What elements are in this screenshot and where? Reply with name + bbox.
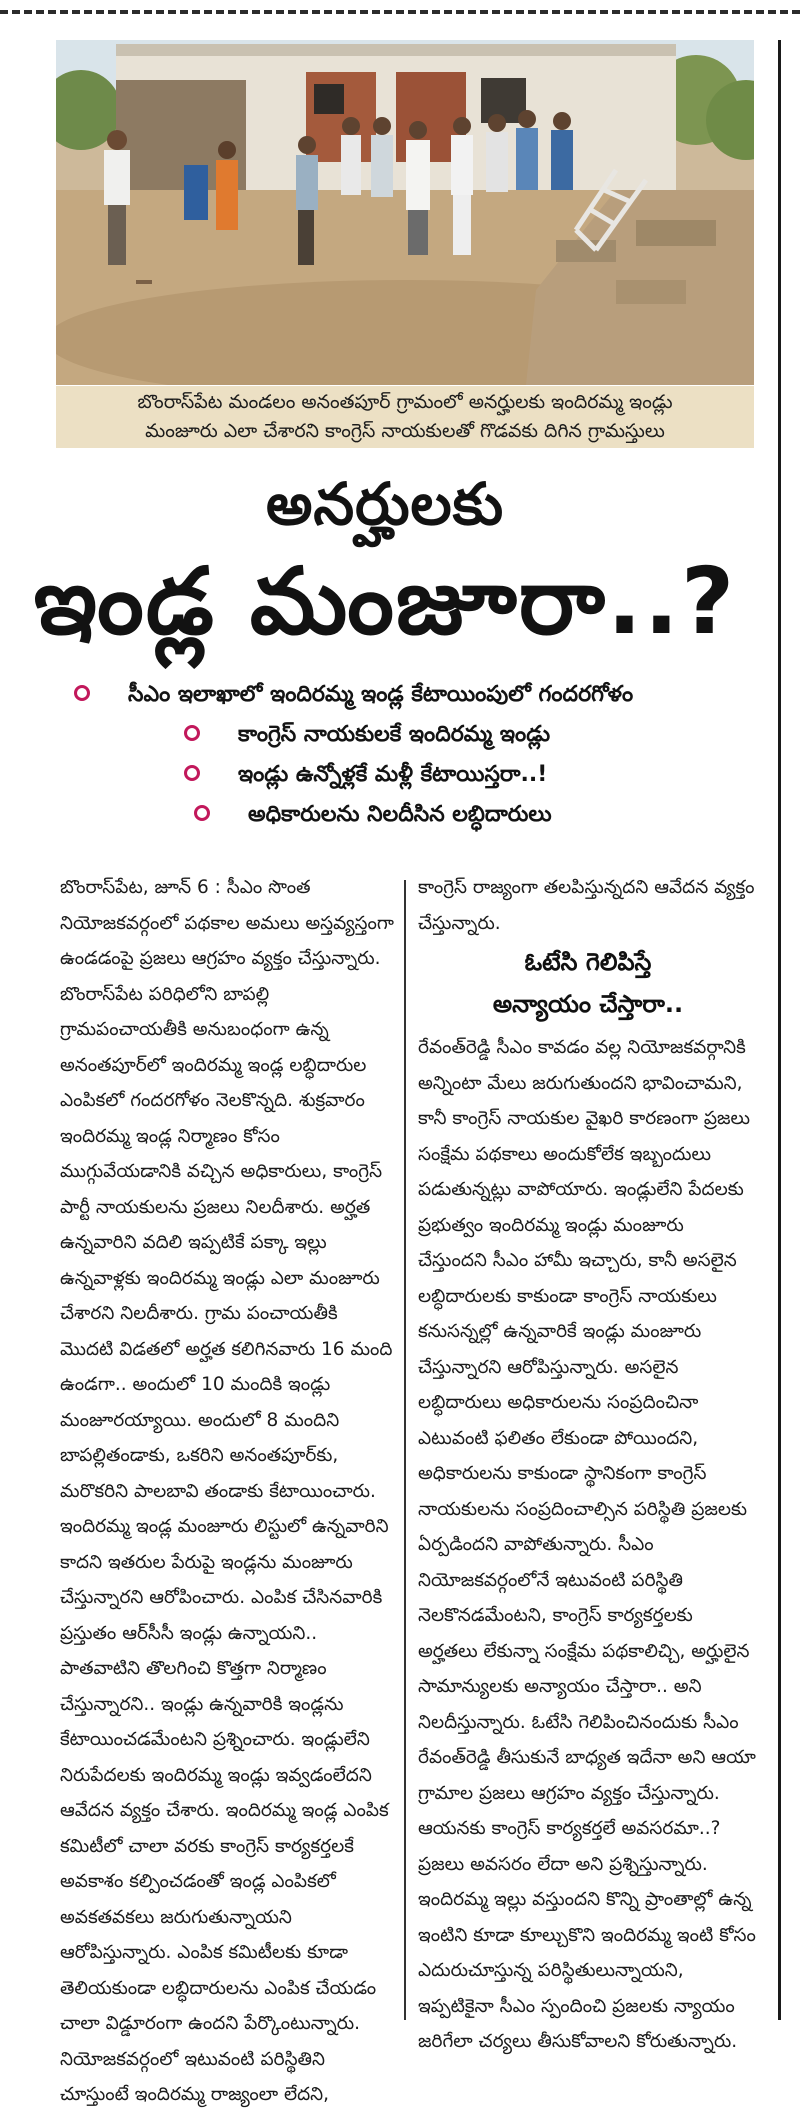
bullet-item [184,762,547,792]
bullet-text: సీఎం ఇలాఖాలో ఇందిరమ్మ ఇండ్ల కేటాయింపులో గందరగోళం [128,682,634,707]
bullet-item [74,682,633,712]
caption-line-2: మంజూరు ఎలా చేశారని కాంగ్రెస్ నాయకులతో గొడవకు దిగిన గ్రామస్తులు [145,420,665,442]
right-column-intro: కాంగ్రెస్ రాజ్యంగా తలపిస్తున్నదని ఆవేదన వ్యక్తం చేస్తున్నారు. [418,877,755,934]
headline-line-1: అనర్హులకు [265,470,505,538]
bullet-text: ఇండ్లు ఉన్నోళ్లకే మళ్లీ కేటాయిస్తరా..! [238,762,548,787]
right-column-rule [778,40,781,2020]
bullet-text: కాంగ్రెస్ నాయకులకే ఇందిరమ్మ ఇండ్లు [238,722,551,747]
photo-caption [56,386,754,448]
subhead-line-1: ఓటేసి గెలిపిస్తే [524,948,652,976]
bullet-text: అధికారులను నిలదీసిన లబ్ధిదారులు [248,802,552,827]
bullet-item [194,802,552,832]
news-photo [56,40,754,385]
bullet-ring-icon [184,765,200,781]
bullet-item [184,722,550,752]
top-dashed-rule [0,10,800,14]
right-column-text: రేవంత్‌రెడ్డి సీఎం కావడం వల్ల నియోజకవర్గానికి అన్నింటా మేలు జరుగుతుందని భావించామని, కానీ కాంగ్రెస్ నాయకుల వైఖరి కారణంగా ప్రజలు సంక్షేమ పథకాలు అందుకోలేక ఇబ్బందులు పడుతున్నట్లు వాపోయారు. ఇండ్లులేని పేదలకు ప్రభుత్వం ఇందిరమ్మ ఇండ్లు మంజూరు చేస్తుందని సీఎం హామీ ఇచ్చారు, కానీ అసలైన లబ్ధిదారులకు కాకుండా కాంగ్రెస్ నాయకులు కనుసన్నల్లో ఉన్నవారికే ఇండ్లు మంజూరు చేస్తున్నారని ఆరోపిస్తున్నారు. అసలైన లబ్ధిదారులు అధికారులను సంప్రదించినా ఎటువంటి ఫలితం లేకుండా పోయిందని, అధికారులను కాకుండా స్థానికంగా కాంగ్రెస్ నాయకులను సంప్రదించాల్సిన పరిస్థితి ప్రజలకు ఏర్పడిందని వాపోతున్నారు. సీఎం నియోజకవర్గంలోనే ఇటువంటి పరిస్థితి నెలకొనడమేంటని, కాంగ్రెస్ కార్యకర్తలకు అర్హతలు లేకున్నా సంక్షేమ పథకాలిచ్చి, అర్హులైన సామాన్యులకు అన్యాయం చేస్తారా.. అని నిలదీస్తున్నారు. ఓటేసి గెలిపించినందుకు సీఎం రేవంత్‌రెడ్డి తీసుకునే బాధ్యత ఇదేనా అని ఆయా గ్రామాల ప్రజలు ఆగ్రహం వ్యక్తం చేస్తున్నారు. ఆయనకు కాంగ్రెస్ కార్యకర్తలే అవసరమా..? ప్రజలు అవసరం లేదా అని ప్రశ్నిస్తున్నారు. ఇందిరమ్మ ఇల్లు వస్తుందని కొన్ని ప్రాంతాల్లో ఉన్న ఇంటిని కూడా కూల్చుకొని ఇందిరమ్మ ఇంటి కోసం ఎదురుచూస్తున్న పరిస్థితులున్నాయని, ఇప్పటికైనా సీఎం స్పందించి ప్రజలకు న్యాయం జరిగేలా చర్యలు తీసుకోవాలని కోరుతున్నారు. [418,1037,756,2052]
subhead-line-2: అన్యాయం చేస్తారా.. [492,990,684,1018]
right-column-top [418,870,758,941]
caption-line-1: బొంరాస్‌పేట మండలం అనంతపూర్ గ్రామంలో అనర్హులకు ఇందిరమ్మ ఇండ్లు [137,391,673,413]
right-column-body [418,1030,758,2060]
headline-line-2: ఇండ్ల మంజూరా..? [33,548,737,655]
left-column-text: బొంరాస్‌పేట, జూన్ 6 : సీఎం సొంత నియోజకవర్గంలో పథకాల అమలు అస్తవ్యస్తంగా ఉండడంపై ప్రజలు ఆగ్రహం వ్యక్తం చేస్తున్నారు. బొంరాస్‌పేట పరిధిలోని బాపల్లి గ్రామపంచాయతీకి అనుబంధంగా ఉన్న అనంతపూర్‌లో ఇందిరమ్మ ఇండ్ల లబ్ధిదారుల ఎంపికలో గందరగోళం నెలకొన్నది. శుక్రవారం ఇందిరమ్మ ఇండ్ల నిర్మాణం కోసం ముగ్గువేయడానికి వచ్చిన అధికారులు, కాంగ్రెస్ పార్టీ నాయకులను ప్రజలు నిలదీశారు. అర్హత ఉన్నవారిని వదిలి ఇప్పటికే పక్కా ఇల్లు ఉన్నవాళ్లకు ఇందిరమ్మ ఇండ్లు ఎలా మంజూరు చేశారని నిలదీశారు. గ్రామ పంచాయతీకి మొదటి విడతలో అర్హత కలిగినవారు 16 మంది ఉండగా.. అందులో 10 మందికి ఇండ్లు మంజూరయ్యాయి. అందులో 8 మందిని బాపల్లితండాకు, ఒకరిని అనంతపూర్‌కు, మరొకరిని పాలబావి తండాకు కేటాయించారు. ఇందిరమ్మ ఇండ్ల మంజూరు లిస్టులో ఉన్నవారిని కాదని ఇతరుల పేరుపై ఇండ్లను మంజూరు చేస్తున్నారని ఆరోపించారు. ఎంపిక చేసినవారికి ప్రస్తుతం ఆర్‌సీసీ ఇండ్లు ఉన్నాయని.. పాతవాటిని తొలగించి కొత్తగా నిర్మాణం చేస్తున్నారని.. ఇండ్లు ఉన్నవారికి ఇండ్లను కేటాయించడమేంటని ప్రశ్నించారు. ఇండ్లులేని నిరుపేదలకు ఇందిరమ్మ ఇండ్లు ఇవ్వడంలేదని ఆవేదన వ్యక్తం చేశారు. ఇందిరమ్మ ఇండ్ల ఎంపిక కమిటీలో చాలా వరకు కాంగ్రెస్ కార్యకర్తలకే అవకాశం కల్పించడంతో ఇండ్ల ఎంపికలో అవకతవకలు జరుగుతున్నాయని ఆరోపిస్తున్నారు. ఎంపిక కమిటీలకు కూడా తెలియకుండా లబ్ధిదారులను ఎంపిక చేయడం చాలా విడ్డూరంగా ఉందని పేర్కొంటున్నారు. నియోజకవర్గంలో ఇటువంటి పరిస్థితిని చూస్తుంటే ఇందిరమ్మ రాజ్యంలా లేదని, [60,877,394,2105]
left-column [60,870,394,2113]
column-divider [404,880,406,2020]
bullet-ring-icon [194,805,210,821]
bullet-ring-icon [184,725,200,741]
bullet-ring-icon [74,685,90,701]
